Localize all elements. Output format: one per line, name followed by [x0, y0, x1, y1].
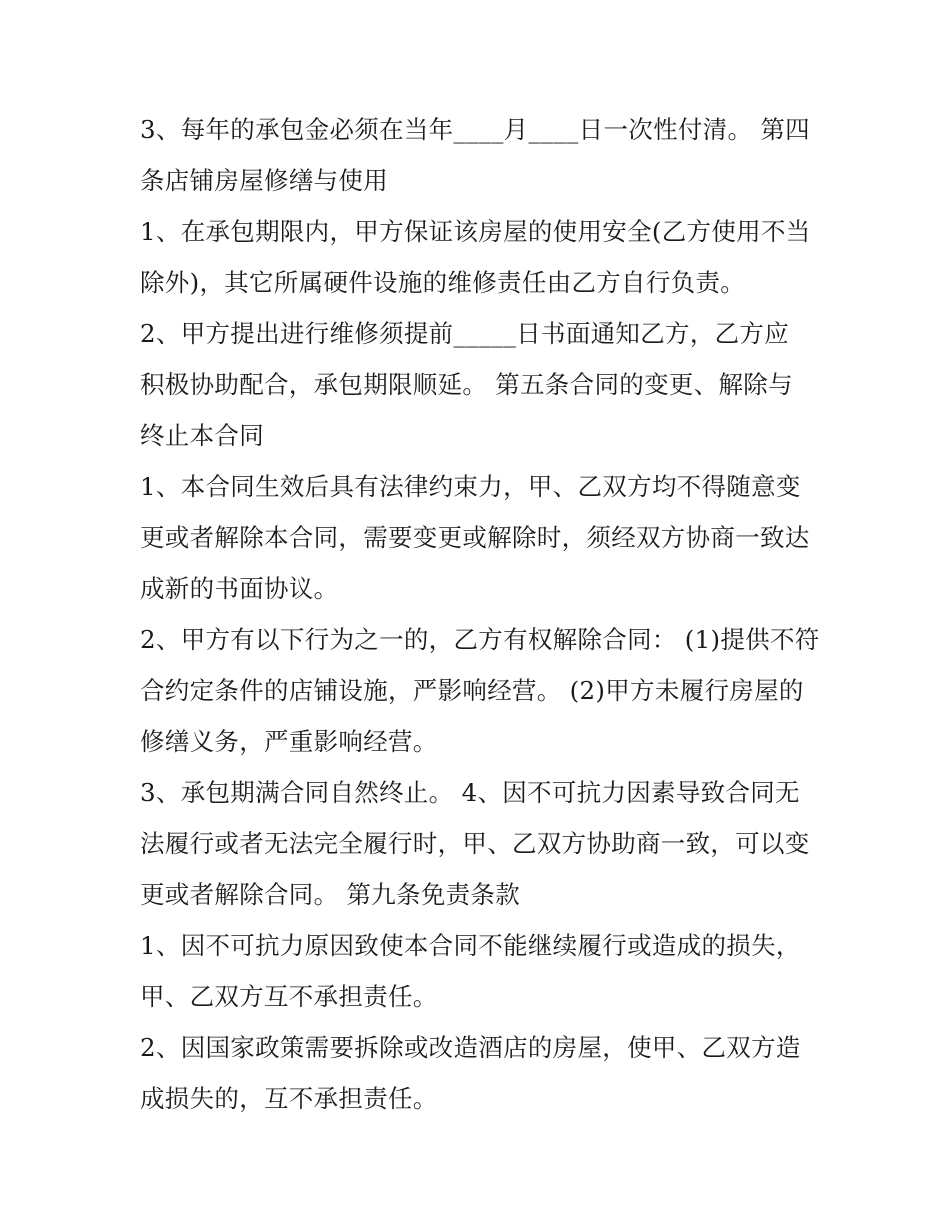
- text-line: 甲、乙双方互不承担责任。: [140, 982, 438, 1011]
- text-line: 合约定条件的店铺设施，严影响经营。 (2)甲方未履行房屋的: [140, 676, 804, 705]
- text-line: 成新的书面协议。: [140, 574, 339, 603]
- document-body: [140, 104, 820, 1124]
- text-line: 除外)，其它所属硬件设施的维修责任由乙方自行负责。: [140, 268, 746, 297]
- text-line: 成损失的，互不承担责任。: [140, 1084, 438, 1113]
- text-line: 1、在承包期限内，甲方保证该房屋的使用安全(乙方使用不当: [140, 217, 811, 246]
- text-line: 2、因国家政策需要拆除或改造酒店的房屋，使甲、乙双方造: [140, 1033, 801, 1062]
- text-line: 法履行或者无法完全履行时，甲、乙双方协助商一致，可以变: [140, 829, 810, 858]
- text-line: 1、因不可抗力原因致使本合同不能继续履行或造成的损失，: [140, 931, 801, 960]
- text-line: 1、本合同生效后具有法律约束力，甲、乙双方均不得随意变: [140, 472, 801, 501]
- text-line: 积极协助配合，承包期限顺延。 第五条合同的变更、解除与: [140, 370, 793, 399]
- text-line: 更或者解除合同。 第九条免责条款: [140, 880, 521, 909]
- text-line: 更或者解除本合同，需要变更或解除时，须经双方协商一致达: [140, 523, 810, 552]
- text-line: 3、承包期满合同自然终止。 4、因不可抗力因素导致合同无: [140, 778, 800, 807]
- text-line: 修缮义务，严重影响经营。: [140, 727, 438, 756]
- text-line: 2、甲方提出进行维修须提前_____日书面通知乙方，乙方应: [140, 319, 790, 348]
- text-line: 3、每年的承包金必须在当年____月____日一次性付清。 第四: [140, 115, 810, 144]
- text-line: 终止本合同: [140, 421, 264, 450]
- text-line: 条店铺房屋修缮与使用: [140, 166, 388, 195]
- text-line: 2、甲方有以下行为之一的，乙方有权解除合同： (1)提供不符: [140, 625, 820, 654]
